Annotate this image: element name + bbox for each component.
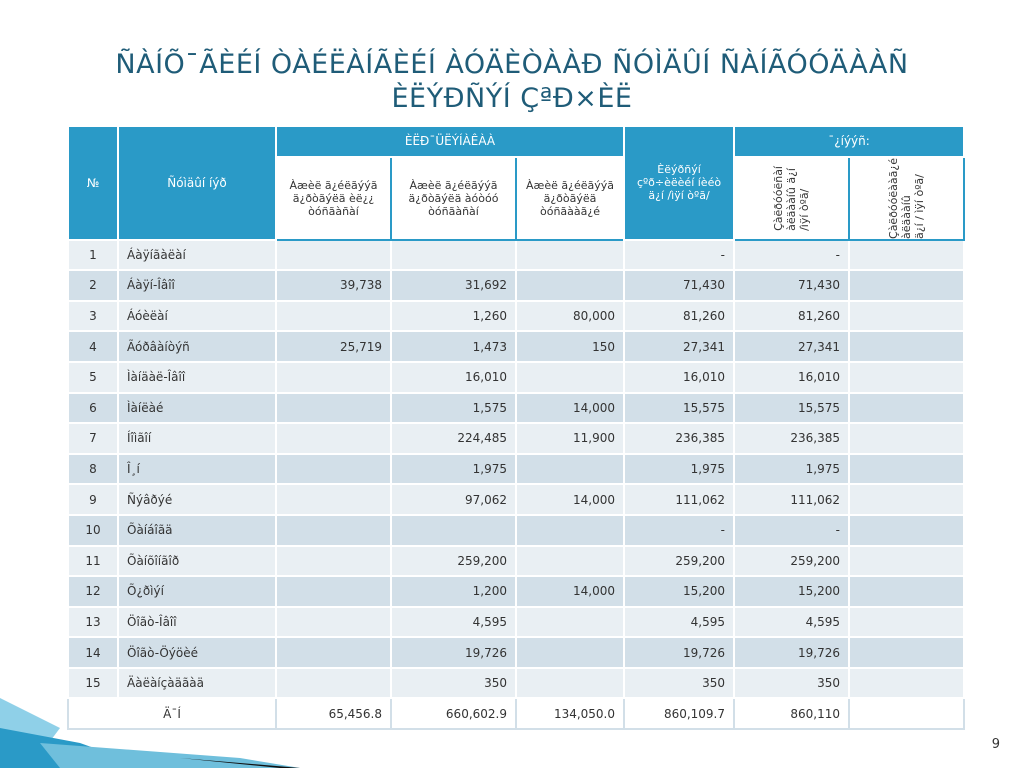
row-value-a: 39,738	[276, 270, 391, 301]
corner-decoration	[0, 658, 320, 768]
header-no: №	[68, 126, 118, 240]
row-no: 11	[68, 546, 118, 577]
table-row	[68, 393, 964, 424]
row-no: 3	[68, 301, 118, 332]
header-vert1	[734, 157, 849, 240]
total-a: 65,456.8	[276, 698, 391, 729]
row-no: 2	[68, 270, 118, 301]
table-row	[68, 607, 964, 638]
row-value-b: 1,975	[391, 454, 516, 485]
row-no: 13	[68, 607, 118, 638]
row-value-d: 81,260	[624, 301, 734, 332]
row-value-e: -	[734, 515, 849, 546]
row-value-d: 19,726	[624, 637, 734, 668]
row-value-a	[276, 515, 391, 546]
row-value-c: 150	[516, 331, 624, 362]
row-value-b	[391, 240, 516, 271]
row-value-e: 19,726	[734, 637, 849, 668]
header-group-right: ¯¿íýýñ:	[734, 126, 964, 157]
row-name: Ãóðâàíòýñ	[118, 331, 276, 362]
row-name: Õàíõîíãîð	[118, 546, 276, 577]
row-value-b: 1,473	[391, 331, 516, 362]
row-value-d: 27,341	[624, 331, 734, 362]
row-value-c	[516, 637, 624, 668]
row-no: 5	[68, 362, 118, 393]
table-row	[68, 423, 964, 454]
row-value-c	[516, 454, 624, 485]
table-row	[68, 301, 964, 332]
page-number: 9	[991, 737, 1000, 752]
row-value-e: 236,385	[734, 423, 849, 454]
row-no: 12	[68, 576, 118, 607]
row-value-f	[849, 607, 964, 638]
row-value-e: 81,260	[734, 301, 849, 332]
table-row	[68, 454, 964, 485]
slide-title-line1: ÑÀÍÕ¯ÃÈÉÍ ÒÀÉËÀÍÃÈÉÍ ÀÓÄÈÒÀÀÐ ÑÓÌÄÛÍ ÑÀÍÃÓÓÄÀÀÑ	[115, 49, 909, 80]
row-no: 7	[68, 423, 118, 454]
row-value-b: 259,200	[391, 546, 516, 577]
row-value-f	[849, 637, 964, 668]
row-no: 6	[68, 393, 118, 424]
total-e: 860,110	[734, 698, 849, 729]
row-value-f	[849, 270, 964, 301]
row-name: Áàÿí-Îâîî	[118, 270, 276, 301]
row-value-f	[849, 576, 964, 607]
row-value-b: 350	[391, 668, 516, 699]
row-value-a	[276, 607, 391, 638]
table-row	[68, 576, 964, 607]
row-no: 15	[68, 668, 118, 699]
row-value-d: 236,385	[624, 423, 734, 454]
row-value-e: 1,975	[734, 454, 849, 485]
row-no: 10	[68, 515, 118, 546]
row-value-b: 1,575	[391, 393, 516, 424]
row-value-a	[276, 362, 391, 393]
header-sub3: Àæèë ã¿éëãýýã ä¿ðòãýëä òóñãààã¿é	[516, 157, 624, 240]
row-name: Õàíáîãä	[118, 515, 276, 546]
row-value-d: 350	[624, 668, 734, 699]
header-total-label: Èëýðñýí çºð÷èëèéí íèéò ä¿í /ìÿí òºã/	[636, 163, 722, 203]
table-row	[68, 484, 964, 515]
row-value-a	[276, 240, 391, 271]
row-value-a	[276, 484, 391, 515]
row-name: Õ¿ðìýí	[118, 576, 276, 607]
row-value-b: 4,595	[391, 607, 516, 638]
row-value-d: 4,595	[624, 607, 734, 638]
header-sub2: Àæèë ã¿éëãýýã ä¿ðòãýëä àóòóó òóñãàñàí	[391, 157, 516, 240]
row-value-f	[849, 423, 964, 454]
table-row	[68, 515, 964, 546]
row-value-f	[849, 331, 964, 362]
row-no: 14	[68, 637, 118, 668]
row-value-d: 15,200	[624, 576, 734, 607]
row-value-a	[276, 423, 391, 454]
header-sub1: Àæèë ã¿éëãýýã ä¿ðòãýëä èë¿¿ òóñãàñàí	[276, 157, 391, 240]
row-name: Áóèëàí	[118, 301, 276, 332]
row-value-b: 1,260	[391, 301, 516, 332]
row-value-f	[849, 240, 964, 271]
row-value-a	[276, 393, 391, 424]
row-value-c: 11,900	[516, 423, 624, 454]
row-value-d: 259,200	[624, 546, 734, 577]
table-body	[68, 240, 964, 699]
row-value-c	[516, 240, 624, 271]
row-value-e: 4,595	[734, 607, 849, 638]
row-value-c	[516, 668, 624, 699]
header-name: Ñóìäûí íýð	[118, 126, 276, 240]
row-name: Ñýâðýé	[118, 484, 276, 515]
row-value-d: 16,010	[624, 362, 734, 393]
row-no: 1	[68, 240, 118, 271]
total-f	[849, 698, 964, 729]
total-d: 860,109.7	[624, 698, 734, 729]
row-value-c	[516, 607, 624, 638]
table-row	[68, 362, 964, 393]
row-value-c	[516, 270, 624, 301]
row-no: 8	[68, 454, 118, 485]
row-value-b: 224,485	[391, 423, 516, 454]
row-value-d: 15,575	[624, 393, 734, 424]
row-name: Íîìãîí	[118, 423, 276, 454]
row-no: 4	[68, 331, 118, 362]
total-c: 134,050.0	[516, 698, 624, 729]
row-value-e: 16,010	[734, 362, 849, 393]
row-value-b: 19,726	[391, 637, 516, 668]
row-value-c: 14,000	[516, 393, 624, 424]
data-table	[67, 125, 965, 730]
header-vert1-label: Çàëðóóëñàí àëäààíû ä¿í /ìÿí òºã/	[772, 165, 812, 231]
header-group-main: ÈËÐ¯ÜËÝÍÀÊÀÀ	[276, 126, 624, 157]
total-b: 660,602.9	[391, 698, 516, 729]
row-value-a	[276, 301, 391, 332]
row-value-e: -	[734, 240, 849, 271]
row-value-b: 1,200	[391, 576, 516, 607]
total-label: Ä¯Í	[68, 698, 276, 729]
row-value-f	[849, 546, 964, 577]
row-no: 9	[68, 484, 118, 515]
row-value-c	[516, 515, 624, 546]
table-row	[68, 270, 964, 301]
row-value-e: 111,062	[734, 484, 849, 515]
row-value-b: 97,062	[391, 484, 516, 515]
table-row	[68, 546, 964, 577]
slide-title	[40, 48, 984, 116]
row-name: Ìàíäàë-Îâîî	[118, 362, 276, 393]
row-value-d: -	[624, 240, 734, 271]
row-value-b: 16,010	[391, 362, 516, 393]
slide-title-line2: ÈËÝÐÑÝÍ ÇªÐ×ÈË	[391, 83, 633, 114]
row-value-e: 350	[734, 668, 849, 699]
row-value-c: 14,000	[516, 576, 624, 607]
row-name: Öîãò-Öýöèé	[118, 637, 276, 668]
row-value-e: 27,341	[734, 331, 849, 362]
row-value-a	[276, 454, 391, 485]
row-value-e: 259,200	[734, 546, 849, 577]
row-name: Áàÿíãàëàí	[118, 240, 276, 271]
row-value-a	[276, 576, 391, 607]
row-value-c	[516, 362, 624, 393]
row-value-c: 80,000	[516, 301, 624, 332]
row-value-d: 111,062	[624, 484, 734, 515]
row-value-d: 71,430	[624, 270, 734, 301]
row-value-d: -	[624, 515, 734, 546]
row-value-a: 25,719	[276, 331, 391, 362]
header-vert2	[849, 157, 964, 240]
row-value-f	[849, 301, 964, 332]
row-value-e: 71,430	[734, 270, 849, 301]
row-name: Öîãò-Îâîî	[118, 607, 276, 638]
row-value-d: 1,975	[624, 454, 734, 485]
table-row	[68, 240, 964, 271]
row-value-b: 31,692	[391, 270, 516, 301]
row-value-c: 14,000	[516, 484, 624, 515]
header-vert2-label: Çàëðóóëààã¿é àëäààíû ä¿í / ìÿí òºã/	[887, 157, 927, 239]
row-value-e: 15,200	[734, 576, 849, 607]
table-row	[68, 331, 964, 362]
row-value-b	[391, 515, 516, 546]
row-value-f	[849, 668, 964, 699]
row-value-c	[516, 546, 624, 577]
row-value-a	[276, 546, 391, 577]
row-value-f	[849, 454, 964, 485]
row-name: Ìàíëàé	[118, 393, 276, 424]
row-value-f	[849, 515, 964, 546]
row-value-f	[849, 393, 964, 424]
header-total	[624, 126, 734, 240]
row-value-e: 15,575	[734, 393, 849, 424]
row-name: Äàëàíçàäãàä	[118, 668, 276, 699]
row-name: Î¸í	[118, 454, 276, 485]
row-value-f	[849, 484, 964, 515]
row-value-f	[849, 362, 964, 393]
